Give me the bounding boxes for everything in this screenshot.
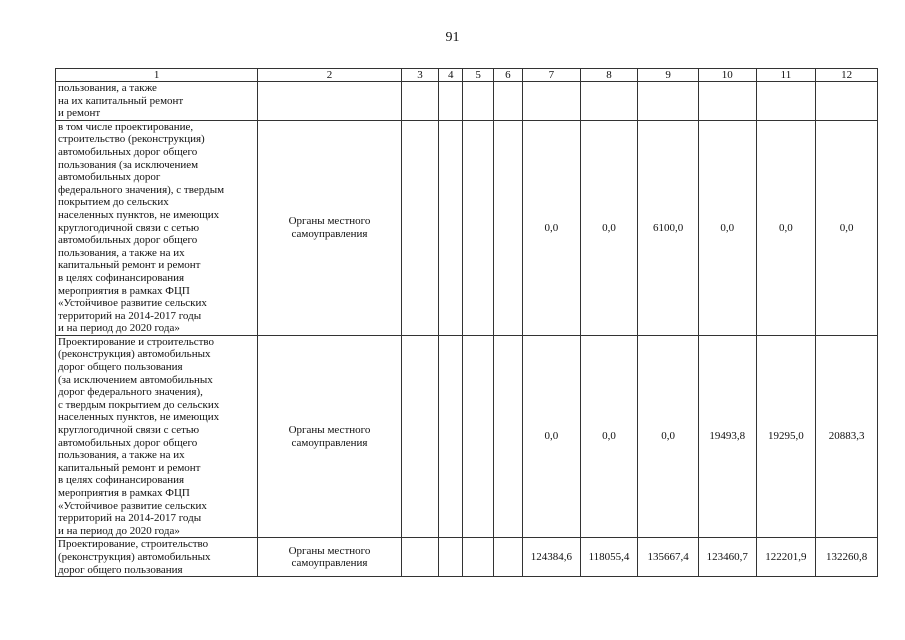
value-cell xyxy=(439,538,463,577)
column-number-row xyxy=(56,69,878,82)
value-cell xyxy=(463,335,493,538)
activity-description: в том числе проектирование, строительство (реконструкция) автомобильных дорог общего пользования (за исключением автомобильных дорог федерального значения), с твердым покрытием до сельских населенных пунктов, не имеющих круглогодичной связи с сетью автомобильных дорог общего пользования, а также на их капитальный ремонт и ремонт в целях софинансирования мероприятия в рамках ФЦП «Устойчивое развитие сельских территорий на 2014-2017 годы и на период до 2020 года» xyxy=(56,120,258,335)
value-cell: 0,0 xyxy=(638,335,699,538)
value-cell xyxy=(463,120,493,335)
value-cell xyxy=(463,82,493,121)
value-cell: 0,0 xyxy=(523,335,581,538)
value-cell xyxy=(439,335,463,538)
column-number: 6 xyxy=(493,69,522,82)
value-cell: 122201,9 xyxy=(756,538,816,577)
value-cell xyxy=(401,82,438,121)
value-cell xyxy=(493,335,522,538)
value-cell xyxy=(439,120,463,335)
column-number: 7 xyxy=(523,69,581,82)
value-cell: 0,0 xyxy=(756,120,816,335)
column-number: 4 xyxy=(439,69,463,82)
value-cell xyxy=(401,335,438,538)
value-cell xyxy=(401,120,438,335)
column-number: 5 xyxy=(463,69,493,82)
value-cell xyxy=(493,538,522,577)
value-cell xyxy=(523,82,581,121)
value-cell xyxy=(816,82,878,121)
column-number: 10 xyxy=(698,69,756,82)
column-number: 9 xyxy=(638,69,699,82)
value-cell xyxy=(439,82,463,121)
executor-cell: Органы местного самоуправления xyxy=(258,120,402,335)
value-cell xyxy=(580,82,638,121)
value-cell: 0,0 xyxy=(816,120,878,335)
value-cell xyxy=(493,82,522,121)
value-cell: 123460,7 xyxy=(698,538,756,577)
executor-cell xyxy=(258,82,402,121)
value-cell: 6100,0 xyxy=(638,120,699,335)
activity-description: Проектирование, строительство (реконструкция) автомобильных дорог общего пользования xyxy=(56,538,258,577)
value-cell: 0,0 xyxy=(580,120,638,335)
table-row xyxy=(56,82,878,121)
value-cell xyxy=(401,538,438,577)
page-number: 91 xyxy=(445,30,460,45)
value-cell: 135667,4 xyxy=(638,538,699,577)
executor-cell: Органы местного самоуправления xyxy=(258,538,402,577)
table-row xyxy=(56,120,878,335)
value-cell xyxy=(756,82,816,121)
value-cell: 0,0 xyxy=(580,335,638,538)
program-funding-table xyxy=(55,68,878,577)
value-cell xyxy=(463,538,493,577)
executor-cell: Органы местного самоуправления xyxy=(258,335,402,538)
activity-description: Проектирование и строительство (реконструкция) автомобильных дорог общего пользования (за исключением автомобильных дорог федерального значения), с твердым покрытием до сельских населенных пунктов, не имеющих круглогодичной связи с сетью автомобильных дорог общего пользования, а также на их капитальный ремонт и ремонт в целях софинансирования мероприятия в рамках ФЦП «Устойчивое развитие сельских территорий на 2014-2017 годы и на период до 2020 года» xyxy=(56,335,258,538)
value-cell xyxy=(638,82,699,121)
value-cell: 19493,8 xyxy=(698,335,756,538)
column-number: 12 xyxy=(816,69,878,82)
value-cell: 132260,8 xyxy=(816,538,878,577)
value-cell xyxy=(698,82,756,121)
column-number: 2 xyxy=(258,69,402,82)
value-cell: 0,0 xyxy=(523,120,581,335)
column-number: 11 xyxy=(756,69,816,82)
value-cell xyxy=(493,120,522,335)
column-number: 8 xyxy=(580,69,638,82)
table-row xyxy=(56,335,878,538)
value-cell: 124384,6 xyxy=(523,538,581,577)
activity-description: пользования, а также на их капитальный ремонт и ремонт xyxy=(56,82,258,121)
value-cell: 19295,0 xyxy=(756,335,816,538)
value-cell: 0,0 xyxy=(698,120,756,335)
value-cell: 118055,4 xyxy=(580,538,638,577)
table-row xyxy=(56,538,878,577)
column-number: 3 xyxy=(401,69,438,82)
column-number: 1 xyxy=(56,69,258,82)
value-cell: 20883,3 xyxy=(816,335,878,538)
